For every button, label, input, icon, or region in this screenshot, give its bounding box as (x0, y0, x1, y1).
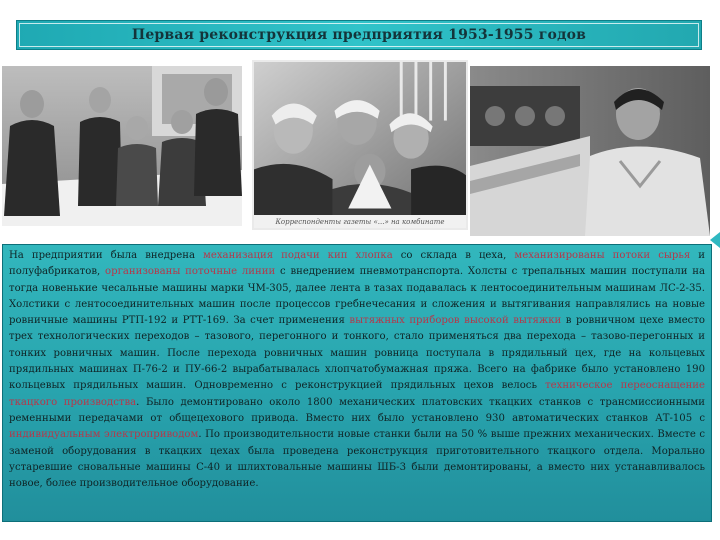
highlight-phrase: организованы поточные линии (105, 266, 276, 278)
photo-worker-machine (470, 66, 710, 236)
title-frame (19, 23, 699, 47)
body-text-segment: . Было демонтировано около 1800 механических платовских ткацких станков с трансмиссионными ременными передачами от общецехового привода. Вместо них было установлено 930 автоматических станков АТ-105 с (9, 396, 705, 424)
body-text-segment: со склада в цеха, (392, 250, 515, 261)
highlight-phrase: механизированы потоки сырья (514, 250, 691, 261)
body-paragraph (9, 248, 705, 492)
highlight-phrase: механизация подачи кип хлопка (203, 250, 393, 261)
body-text-segment: в ровничном цехе вместо трех технологических переходов – тазового, перегонного и тонкого, стало применяться два перехода – тазово-перегонных и тонких ровничных машин. После перехода ровничных машин ровница поступала в прядильный цех, где на кольцевых прядильных машинах П-76-2 и ПУ-66-2 вырабатывалась хлопчатобумажная пряжа. Всего на фабрике было установлено 190 кольцевых прядильных машин. Одновременно с реконструкцией прядильных цехов велось (9, 315, 705, 392)
photo-group-meeting (2, 66, 242, 226)
text-panel (2, 244, 712, 522)
page-title: Первая реконструкция предприятия 1953-1955 годов (131, 27, 587, 43)
photo-women-yarn (252, 60, 468, 230)
photo-group-meeting-image (2, 66, 242, 226)
highlight-phrase: вытяжных приборов высокой вытяжки (349, 315, 562, 327)
highlight-phrase: индивидуальным электроприводом (9, 429, 199, 441)
photo-women-yarn-image (254, 62, 466, 228)
body-text-segment: с внедрением пневмотранспорта. Холсты с трепальных машин поступали на тогда новенькие чесальные машины марки ЧМ-305, далее лента в тазах подавалась к лентосоединительным машинам ЛС-2-35. Холстики с лентосоединительных машин после процессов гребнечесания и сложения и вытягивания направлялись на новые ровничные машины РТП-192 и РТТ-169. За счет применения (9, 266, 705, 327)
highlight-phrase: техническое переоснащение ткацкого производства (9, 380, 705, 408)
title-bar (16, 20, 702, 50)
body-text-segment: и полуфабрикатов, (9, 250, 705, 278)
body-text-segment: На предприятии была внедрена (9, 250, 204, 261)
body-text-segment: . По производительности новые станки были на 50 % выше прежних механических. Вместе с заменой оборудования в ткацких цехах была проведена реконструкция приготовительного ткацкого отдела. Морально устаревшие сновальные машины С-40 и шлихтовальные машины ШБ-3 были демонтированы, а вместо них устанавливалось новое, более производительное оборудование. (9, 429, 705, 490)
photo-worker-machine-image (470, 66, 710, 236)
photo-caption: Корреспонденты газеты «...» на комбинате (254, 215, 466, 228)
